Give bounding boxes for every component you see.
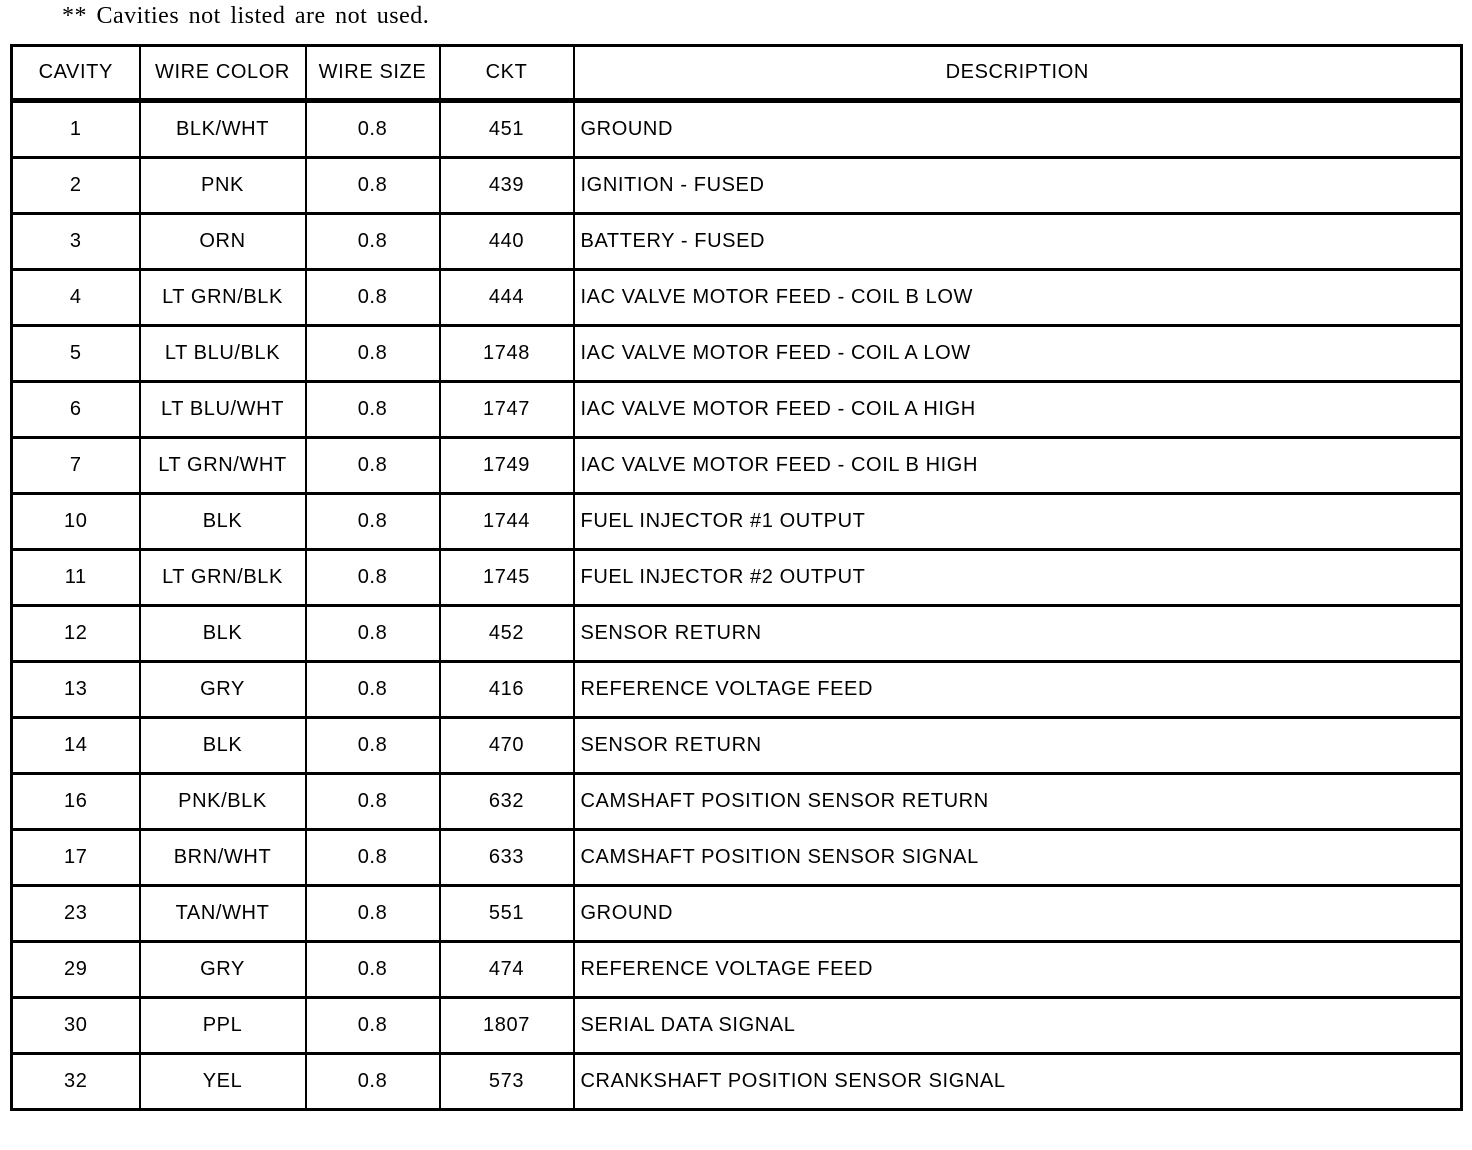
cell-wire-color: BLK <box>140 494 306 550</box>
cell-cavity: 12 <box>12 606 140 662</box>
cell-ckt: 1744 <box>440 494 574 550</box>
cell-wire-size: 0.8 <box>306 1054 440 1110</box>
cell-description: IAC VALVE MOTOR FEED - COIL B LOW <box>574 270 1462 326</box>
cell-wire-color: BLK <box>140 718 306 774</box>
cell-wire-size: 0.8 <box>306 270 440 326</box>
cell-description: CAMSHAFT POSITION SENSOR RETURN <box>574 774 1462 830</box>
table-body <box>12 101 1462 1110</box>
cell-description: CRANKSHAFT POSITION SENSOR SIGNAL <box>574 1054 1462 1110</box>
cell-wire-color: GRY <box>140 942 306 998</box>
cell-ckt: 451 <box>440 101 574 158</box>
header-description: DESCRIPTION <box>574 46 1462 101</box>
table-row <box>12 494 1462 550</box>
cell-cavity: 2 <box>12 158 140 214</box>
cell-wire-color: LT GRN/WHT <box>140 438 306 494</box>
cell-ckt: 1749 <box>440 438 574 494</box>
cell-ckt: 444 <box>440 270 574 326</box>
cell-description: GROUND <box>574 101 1462 158</box>
table-row <box>12 382 1462 438</box>
cell-wire-size: 0.8 <box>306 214 440 270</box>
cell-description: SENSOR RETURN <box>574 606 1462 662</box>
cell-wire-size: 0.8 <box>306 830 440 886</box>
cell-wire-color: LT BLU/WHT <box>140 382 306 438</box>
cell-wire-color: GRY <box>140 662 306 718</box>
cell-wire-color: LT GRN/BLK <box>140 550 306 606</box>
cell-ckt: 474 <box>440 942 574 998</box>
cell-wire-size: 0.8 <box>306 158 440 214</box>
table-row <box>12 662 1462 718</box>
cell-description: IAC VALVE MOTOR FEED - COIL B HIGH <box>574 438 1462 494</box>
table-row <box>12 270 1462 326</box>
table-row <box>12 550 1462 606</box>
cell-description: IGNITION - FUSED <box>574 158 1462 214</box>
cell-wire-size: 0.8 <box>306 438 440 494</box>
table-row <box>12 1054 1462 1110</box>
cell-wire-size: 0.8 <box>306 550 440 606</box>
cell-wire-color: BLK/WHT <box>140 101 306 158</box>
cell-cavity: 7 <box>12 438 140 494</box>
cell-ckt: 632 <box>440 774 574 830</box>
cell-wire-size: 0.8 <box>306 606 440 662</box>
header-cavity: CAVITY <box>12 46 140 101</box>
cell-wire-color: PNK/BLK <box>140 774 306 830</box>
cell-ckt: 551 <box>440 886 574 942</box>
cell-ckt: 470 <box>440 718 574 774</box>
cell-ckt: 1747 <box>440 382 574 438</box>
cell-ckt: 439 <box>440 158 574 214</box>
cell-wire-color: PPL <box>140 998 306 1054</box>
cell-cavity: 23 <box>12 886 140 942</box>
cell-wire-size: 0.8 <box>306 886 440 942</box>
cell-wire-color: YEL <box>140 1054 306 1110</box>
header-wire-size: WIRE SIZE <box>306 46 440 101</box>
cell-description: SENSOR RETURN <box>574 718 1462 774</box>
table-row <box>12 774 1462 830</box>
cell-cavity: 17 <box>12 830 140 886</box>
cell-cavity: 30 <box>12 998 140 1054</box>
header-ckt: CKT <box>440 46 574 101</box>
cell-ckt: 440 <box>440 214 574 270</box>
cell-cavity: 11 <box>12 550 140 606</box>
cell-description: FUEL INJECTOR #1 OUTPUT <box>574 494 1462 550</box>
cell-ckt: 416 <box>440 662 574 718</box>
cell-ckt: 633 <box>440 830 574 886</box>
cell-description: IAC VALVE MOTOR FEED - COIL A HIGH <box>574 382 1462 438</box>
cell-ckt: 573 <box>440 1054 574 1110</box>
cell-ckt: 1807 <box>440 998 574 1054</box>
cell-description: GROUND <box>574 886 1462 942</box>
cell-cavity: 29 <box>12 942 140 998</box>
cell-wire-color: LT BLU/BLK <box>140 326 306 382</box>
cell-wire-size: 0.8 <box>306 494 440 550</box>
table-row <box>12 942 1462 998</box>
connector-pinout-table <box>10 44 1463 1111</box>
cell-description: REFERENCE VOLTAGE FEED <box>574 942 1462 998</box>
cell-cavity: 14 <box>12 718 140 774</box>
table-header <box>12 46 1462 101</box>
table-row <box>12 998 1462 1054</box>
cell-cavity: 13 <box>12 662 140 718</box>
table-row <box>12 606 1462 662</box>
cell-description: CAMSHAFT POSITION SENSOR SIGNAL <box>574 830 1462 886</box>
cell-wire-color: ORN <box>140 214 306 270</box>
cell-wire-size: 0.8 <box>306 998 440 1054</box>
cell-wire-size: 0.8 <box>306 382 440 438</box>
cell-wire-color: BRN/WHT <box>140 830 306 886</box>
cell-description: BATTERY - FUSED <box>574 214 1462 270</box>
table-row <box>12 158 1462 214</box>
table-row <box>12 101 1462 158</box>
cell-wire-size: 0.8 <box>306 662 440 718</box>
cell-description: SERIAL DATA SIGNAL <box>574 998 1462 1054</box>
table-row <box>12 830 1462 886</box>
header-row <box>12 46 1462 101</box>
cell-ckt: 452 <box>440 606 574 662</box>
table-row <box>12 214 1462 270</box>
cell-cavity: 3 <box>12 214 140 270</box>
cell-ckt: 1748 <box>440 326 574 382</box>
header-wire-color: WIRE COLOR <box>140 46 306 101</box>
cell-description: REFERENCE VOLTAGE FEED <box>574 662 1462 718</box>
unused-cavities-note: ** Cavities not listed are not used. <box>62 3 430 29</box>
table-row <box>12 326 1462 382</box>
cell-cavity: 4 <box>12 270 140 326</box>
cell-wire-color: PNK <box>140 158 306 214</box>
cell-cavity: 1 <box>12 101 140 158</box>
cell-cavity: 32 <box>12 1054 140 1110</box>
cell-description: IAC VALVE MOTOR FEED - COIL A LOW <box>574 326 1462 382</box>
table-row <box>12 438 1462 494</box>
cell-cavity: 5 <box>12 326 140 382</box>
table-row <box>12 718 1462 774</box>
cell-wire-size: 0.8 <box>306 942 440 998</box>
cell-wire-color: LT GRN/BLK <box>140 270 306 326</box>
cell-ckt: 1745 <box>440 550 574 606</box>
cell-wire-color: BLK <box>140 606 306 662</box>
cell-cavity: 6 <box>12 382 140 438</box>
cell-wire-size: 0.8 <box>306 326 440 382</box>
cell-wire-size: 0.8 <box>306 774 440 830</box>
cell-cavity: 16 <box>12 774 140 830</box>
cell-wire-size: 0.8 <box>306 101 440 158</box>
cell-description: FUEL INJECTOR #2 OUTPUT <box>574 550 1462 606</box>
cell-wire-color: TAN/WHT <box>140 886 306 942</box>
cell-cavity: 10 <box>12 494 140 550</box>
table-row <box>12 886 1462 942</box>
cell-wire-size: 0.8 <box>306 718 440 774</box>
